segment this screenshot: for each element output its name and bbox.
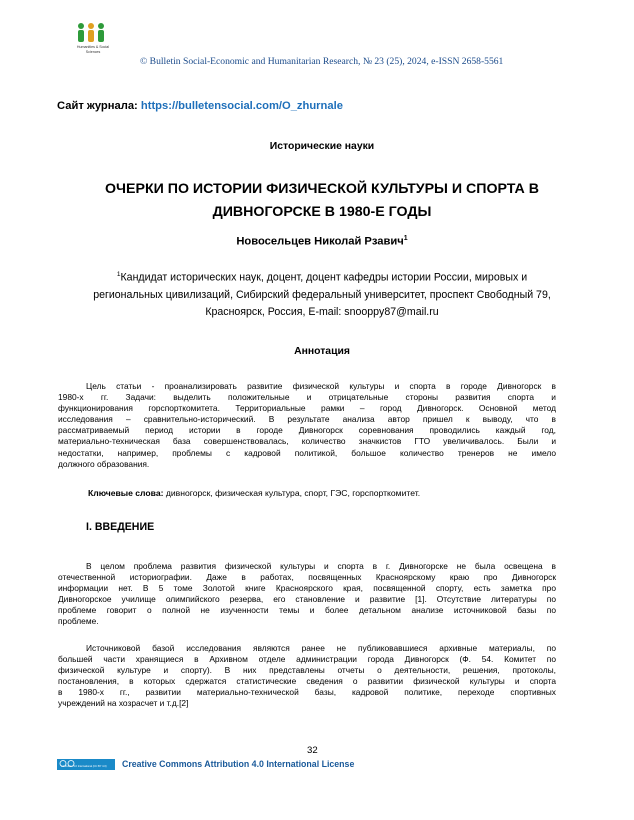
badge-text: Attribution 4.0 International (CC BY 4.0) — [61, 765, 107, 768]
section-title: Исторические науки — [269, 141, 375, 152]
abstract-line: материально-техническая база совершенствовалась, количество значкистов ГТО увеличивалось. Были и — [58, 436, 556, 447]
article-title — [57, 178, 587, 224]
title-line: ДИВНОГОРСКЕ В 1980-Е ГОДЫ — [212, 204, 432, 220]
journal-site — [57, 100, 343, 112]
abstract-heading: Аннотация — [294, 346, 350, 357]
abstract-text — [58, 381, 556, 470]
affiliation-line: региональных цивилизаций, Сибирский федеральный университет, проспект Свободный 79, — [93, 288, 551, 301]
paragraph-line: В целом проблема развития физической культуры и спорта в г. Дивногорске не была освещена в — [86, 561, 556, 571]
logo-caption — [66, 45, 120, 54]
author-sup: 1 — [403, 235, 408, 242]
paragraph-line: информации нет. В 5 томе Золотой книге Красноярского края, посвященной спорту, есть заметка про — [58, 583, 556, 594]
intro-heading: I. ВВЕДЕНИЕ — [86, 521, 155, 533]
title-line: ОЧЕРКИ ПО ИСТОРИИ ФИЗИЧЕСКОЙ КУЛЬТУРЫ И СПОРТА В — [105, 181, 539, 197]
paragraph-line: учреждений на хозрасчет и т.д.[2] — [58, 698, 189, 709]
paragraph-line: физической культуре и спорту). В них представлены отчеты о деятельности, решения, протоколы, — [58, 665, 556, 676]
paragraph-line: большей части хранящиеся в Архивном отделе администрации города Дивногорск (Ф. 54. Комитет по — [58, 654, 556, 665]
intro-paragraph-1 — [58, 561, 556, 628]
affiliation-sup: 1 — [116, 271, 121, 278]
journal-citation: © Bulletin Social-Economic and Humanitarian Research, № 23 (25), 2024, e-ISSN 2658-5561 — [140, 56, 504, 67]
abstract-line: 1980-х гг. Задачи: выделить положительные и отрицательные стороны развития спорта и — [58, 392, 556, 403]
abstract-line: недостатки, например, проблемы с кадровой политикой, большое количество тренеров не имело — [58, 447, 556, 458]
paragraph-line: в 1980-х гг., развитии материально-технической базы, кадровой политике, переходе спортивных — [58, 687, 556, 698]
paragraph-line: отечественной историографии. Даже в работах, посвященных Красноярскому краю про Дивногорск — [58, 572, 556, 583]
abstract-line: функционирования горспорткомитета. Территориальные рамки – город Дивногорск. Основной метод — [58, 403, 556, 414]
journal-logo — [66, 22, 120, 70]
paragraph-line: Источниковой базой исследования являются ранее не публиковавшиеся архивные материалы, по — [86, 643, 556, 653]
paragraph-line: постановления, в которых сдержатся статистические сведения о развитии физической культуры и спорта — [58, 676, 556, 687]
logo-caption-line: Humanities & Social — [76, 45, 110, 49]
abstract-line: исследования – сравнительно-исторический. В результате анализа автор пришел к выводу, что в — [58, 414, 556, 425]
keywords-label: Ключевые слова: — [88, 488, 164, 498]
paragraph-line: Дивногорское училище олимпийского резерва, его становление и развитие [1]. Отсутствие литературы по — [58, 594, 556, 605]
logo-caption-line: Sciences — [85, 49, 101, 54]
keywords-text: дивногорск, физическая культура, спорт, ГЭС, горспорткомитет. — [163, 488, 421, 498]
paragraph-line: проблеме говорит о полной не изученности темы и более детальном анализе источниковой базы по — [58, 605, 556, 616]
author — [57, 235, 587, 248]
site-link[interactable]: https://bulletensocial.com/O_zhurnale — [140, 100, 343, 112]
affiliation — [60, 266, 584, 322]
cc-license-badge[interactable] — [57, 759, 115, 770]
intro-paragraph-2 — [58, 643, 556, 710]
site-label: Сайт журнала: — [57, 100, 138, 112]
abstract-line: должного образования. — [58, 458, 150, 469]
abstract-line: Цель статьи - проанализировать развитие физической культуры и спорта в городе Дивногорск в — [86, 381, 556, 391]
affiliation-line: Красноярск, Россия, E-mail: snooppy87@mail.ru — [205, 306, 439, 319]
license-text[interactable]: Creative Commons Attribution 4.0 International License — [122, 759, 355, 769]
page-number: 32 — [307, 745, 318, 756]
people-logo-icon — [75, 22, 107, 44]
abstract-line: рассматриваемый период истории в городе Дивногорск соревнования проводились каждый год, — [58, 425, 556, 436]
affiliation-text: Кандидат исторических наук, доцент, доцент кафедры истории России, мировых и — [120, 271, 528, 284]
affiliation-line — [60, 266, 584, 287]
keywords — [88, 488, 420, 498]
paragraph-line: проблеме. — [58, 616, 99, 627]
author-name: Новосельцев Николай Рзавич — [236, 235, 404, 248]
